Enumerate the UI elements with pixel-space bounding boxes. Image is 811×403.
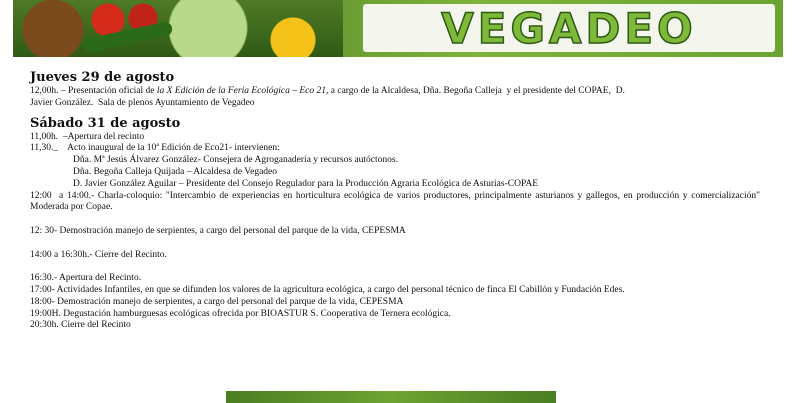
title-box: [363, 4, 775, 52]
event-serpientes-1: 12: 30- Demostración manejo de serpientes, a cargo del personal del parque de la vida, CEPESMA: [30, 225, 406, 236]
day-heading-thursday: Jueves 29 de agosto: [30, 70, 175, 85]
thursday-event-line-2: Javier González. Sala de plenos Ayuntamiento de Vegadeo: [30, 97, 255, 108]
event-charla: 12:00 a 14:00.- Charla-coloquio: "Intercambio de experiencias en horticultura ecológica de varios productores, principalmente asturianos y gallegos, en producción y comercialización" Moderada por Copae.: [30, 190, 765, 213]
bottom-banner: [226, 391, 556, 403]
event-apertura-tarde: 16:30.- Apertura del Recinto.: [30, 273, 142, 284]
thursday-line-em: la X Edición de la Feria Ecológica – Eco 21: [156, 86, 327, 96]
event-acto-inaugural: 11,30._ Acto inaugural de la 10ª Edición de Eco21- intervienen:: [30, 143, 280, 154]
event-serpientes-2: 18:00- Demostración manejo de serpientes, a cargo del personal del parque de la vida, CEPESMA: [30, 296, 404, 307]
event-degustacion: 19:00H. Degustación hamburguesas ecológicas ofrecida por BIOASTUR S. Cooperativa de Ternera ecológica.: [30, 308, 451, 319]
event-apertura: 11,00h. –Apertura del recinto: [30, 131, 145, 142]
spacer: [30, 261, 760, 273]
program-content: [30, 70, 765, 332]
day-heading-saturday: Sábado 31 de agosto: [30, 115, 181, 131]
spacer: [30, 214, 760, 226]
thursday-line-pre: 12,00h. – Presentación oficial de: [30, 86, 157, 96]
event-actividades: 17:00- Actividades Infantiles, en que se difunden los valores de la agricultura ecológica, a cargo del personal técnico de finca El Cabillón y Fundación Edes.: [30, 284, 625, 295]
event-cierre-final: 20:30h. Cierre del Recinto: [30, 320, 131, 331]
thursday-event-line: [30, 86, 760, 98]
event-cierre: 14:00 a 16:30h.- Cierre del Recinto.: [30, 249, 167, 260]
spacer: [30, 238, 760, 250]
speaker-line: Dña. Mª Jesús Álvarez González- Consejera de Agroganadería y recursos autóctonos.: [73, 155, 398, 166]
vegetables-photo: [13, 0, 343, 57]
speaker-line: Dña. Begoña Calleja Quijada – Alcaldesa de Vegadeo: [73, 166, 278, 177]
speaker-line: D. Javier González Aguilar – Presidente del Consejo Regulador para la Producción Agraria Ecológica de Asturias-COPAE: [73, 178, 539, 189]
page-title: VEGADEO: [441, 3, 697, 53]
header-banner: [13, 0, 783, 57]
thursday-line-post: , a cargo de la Alcaldesa, Dña. Begoña Calleja y el presidente del COPAE, D.: [326, 86, 625, 96]
